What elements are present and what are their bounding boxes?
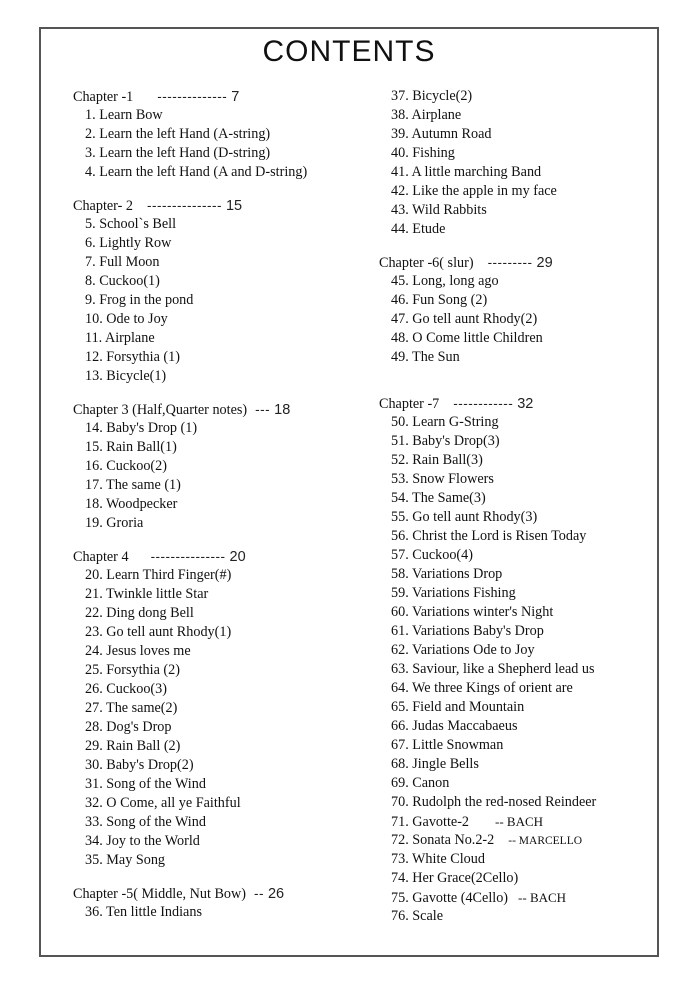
toc-entry[interactable] — [379, 220, 659, 239]
entry-title: Learn the left Hand (A-string) — [99, 126, 271, 142]
entry-title: Cuckoo(4) — [412, 547, 473, 563]
entry-number: 32. — [85, 795, 103, 811]
entry-number: 26. — [85, 681, 103, 697]
chapter-title: Chapter 3 (Half,Quarter notes) — [73, 402, 248, 418]
entry-title: Forsythia (1) — [106, 349, 180, 365]
entry-title: Ode to Joy — [106, 311, 168, 327]
entry-number: 7. — [85, 254, 96, 270]
entry-title: Bicycle(2) — [412, 88, 473, 104]
toc-entry[interactable] — [379, 755, 659, 774]
entry-number: 67. — [391, 737, 409, 753]
entry-title: Judas Maccabaeus — [412, 718, 518, 734]
entry-number: 11. — [85, 330, 103, 346]
entry-number: 57. — [391, 547, 409, 563]
entry-title: The Same(3) — [412, 490, 486, 506]
entry-number: 14. — [85, 420, 103, 436]
entry-number: 3. — [85, 145, 96, 161]
toc-entry[interactable] — [379, 603, 659, 622]
toc-entry[interactable] — [379, 272, 659, 291]
toc-entry[interactable] — [379, 87, 659, 106]
toc-entry[interactable] — [73, 832, 373, 851]
toc-entry[interactable] — [379, 565, 659, 584]
toc-entry[interactable] — [73, 476, 373, 495]
chapter-heading — [379, 394, 659, 413]
entry-number: 36. — [85, 904, 103, 920]
toc-entry[interactable] — [73, 642, 373, 661]
toc-entry[interactable] — [379, 869, 659, 888]
entry-composer: -- BACH — [495, 814, 544, 829]
toc-entry[interactable] — [379, 641, 659, 660]
toc-entry[interactable] — [379, 182, 659, 201]
toc-entry[interactable] — [73, 144, 373, 163]
toc-entry[interactable] — [73, 253, 373, 272]
toc-entry[interactable] — [73, 495, 373, 514]
toc-entry[interactable] — [379, 432, 659, 451]
entry-title: Rain Ball (2) — [106, 738, 181, 754]
entry-number: 35. — [85, 852, 103, 868]
entry-title: Sonata No.2-2 — [412, 832, 495, 848]
entry-title: White Cloud — [412, 851, 485, 867]
toc-entry[interactable] — [73, 756, 373, 775]
entry-composer: -- BACH — [518, 890, 567, 905]
entry-title: O Come little Children — [412, 330, 543, 346]
entry-title: The Sun — [412, 349, 460, 365]
toc-entry[interactable] — [379, 907, 659, 926]
chapter-page-number: 15 — [225, 198, 243, 214]
toc-entry[interactable] — [379, 329, 659, 348]
entry-number: 8. — [85, 273, 96, 289]
toc-entry[interactable] — [73, 457, 373, 476]
entry-title: Her Grace(2Cello) — [412, 870, 519, 886]
entry-number: 68. — [391, 756, 409, 772]
entry-title: Little Snowman — [412, 737, 504, 753]
toc-entry[interactable] — [73, 903, 373, 922]
page-title: CONTENTS — [262, 35, 436, 68]
entry-number: 41. — [391, 164, 409, 180]
entry-number: 16. — [85, 458, 103, 474]
toc-entry[interactable] — [379, 736, 659, 755]
entry-number: 55. — [391, 509, 409, 525]
toc-entry[interactable] — [379, 850, 659, 869]
entry-number: 54. — [391, 490, 409, 506]
toc-entry[interactable] — [73, 623, 373, 642]
toc-entry[interactable] — [73, 348, 373, 367]
toc-entry[interactable] — [73, 604, 373, 623]
toc-entry[interactable] — [379, 660, 659, 679]
entry-number: 13. — [85, 368, 103, 384]
entry-title: Dog's Drop — [106, 719, 172, 735]
toc-entry[interactable] — [73, 775, 373, 794]
entry-title: School`s Bell — [99, 216, 177, 232]
entry-number: 23. — [85, 624, 103, 640]
toc-entry[interactable] — [73, 680, 373, 699]
entry-title: Bicycle(1) — [106, 368, 167, 384]
toc-entry[interactable] — [379, 793, 659, 812]
entry-title: Frog in the pond — [99, 292, 194, 308]
entry-title: Baby's Drop (1) — [106, 420, 198, 436]
entry-title: Variations Fishing — [412, 585, 516, 601]
chapter-title: Chapter 4 — [73, 549, 129, 565]
chapter-heading — [73, 884, 373, 903]
toc-entry[interactable] — [379, 125, 659, 144]
section-gap — [73, 533, 373, 547]
entry-title: Cuckoo(3) — [106, 681, 167, 697]
entry-number: 56. — [391, 528, 409, 544]
chapter-heading — [73, 400, 373, 419]
entry-title: Long, long ago — [412, 273, 499, 289]
entry-number: 46. — [391, 292, 409, 308]
toc-entry[interactable] — [379, 698, 659, 717]
section-gap — [73, 870, 373, 884]
entry-title: Groria — [106, 515, 144, 531]
entry-title: Full Moon — [99, 254, 160, 270]
entry-title: Christ the Lord is Risen Today — [412, 528, 587, 544]
entry-title: Variations Drop — [412, 566, 503, 582]
entry-number: 10. — [85, 311, 103, 327]
entry-number: 38. — [391, 107, 409, 123]
entry-title: Cuckoo(1) — [99, 273, 160, 289]
chapter-page-number: 18 — [274, 402, 291, 418]
entry-number: 62. — [391, 642, 409, 658]
entry-title: Song of the Wind — [106, 814, 206, 830]
entry-title: Variations Baby's Drop — [412, 623, 544, 639]
chapter-heading — [73, 196, 373, 215]
entry-title: Gavotte-2 — [412, 814, 470, 830]
entry-title: Autumn Road — [411, 126, 492, 142]
contents-frame — [39, 27, 659, 957]
toc-entry[interactable] — [379, 812, 659, 831]
toc-entry[interactable] — [379, 888, 659, 907]
entry-number: 58. — [391, 566, 409, 582]
entry-number: 47. — [391, 311, 409, 327]
entry-title: Canon — [412, 775, 450, 791]
entry-title: Fun Song (2) — [412, 292, 488, 308]
entry-number: 24. — [85, 643, 103, 659]
chapter-title: Chapter -5( Middle, Nut Bow) — [73, 886, 246, 902]
toc-entry[interactable] — [379, 163, 659, 182]
toc-entry[interactable] — [379, 622, 659, 641]
entry-number: 75. — [391, 890, 409, 906]
entry-number: 28. — [85, 719, 103, 735]
toc-entry[interactable] — [73, 718, 373, 737]
toc-entry[interactable] — [73, 291, 373, 310]
entry-number: 63. — [391, 661, 409, 677]
entry-title: Joy to the World — [106, 833, 200, 849]
entry-number: 48. — [391, 330, 409, 346]
entry-number: 6. — [85, 235, 96, 251]
toc-entry[interactable] — [379, 310, 659, 329]
entry-number: 59. — [391, 585, 409, 601]
entry-number: 43. — [391, 202, 409, 218]
entry-number: 60. — [391, 604, 409, 620]
chapter-title: Chapter- 2 — [73, 198, 133, 214]
entry-title: Variations winter's Night — [412, 604, 554, 620]
entry-number: 40. — [391, 145, 409, 161]
entry-title: Twinkle little Star — [106, 586, 209, 602]
toc-entry[interactable] — [379, 774, 659, 793]
entry-number: 53. — [391, 471, 409, 487]
chapter-page-number: 32 — [517, 396, 534, 412]
entry-title: Ten little Indians — [106, 904, 202, 920]
entry-number: 4. — [85, 164, 96, 180]
toc-entry[interactable] — [379, 546, 659, 565]
entry-title: Wild Rabbits — [412, 202, 487, 218]
entry-number: 69. — [391, 775, 409, 791]
toc-entry[interactable] — [73, 566, 373, 585]
entry-title: Learn the left Hand (A and D-string) — [99, 164, 308, 180]
chapter-heading — [73, 87, 373, 106]
entry-title: Learn G-String — [412, 414, 499, 430]
entry-title: Go tell aunt Rhody(2) — [412, 311, 538, 327]
toc-entry[interactable] — [379, 451, 659, 470]
toc-entry[interactable] — [379, 470, 659, 489]
section-gap — [379, 239, 659, 253]
entry-number: 45. — [391, 273, 409, 289]
entry-number: 73. — [391, 851, 409, 867]
entry-number: 74. — [391, 870, 409, 886]
entry-title: Go tell aunt Rhody(3) — [412, 509, 538, 525]
entry-number: 5. — [85, 216, 96, 232]
toc-entry[interactable] — [379, 584, 659, 603]
right-column — [379, 87, 659, 926]
entry-title: Woodpecker — [106, 496, 178, 512]
toc-entry[interactable] — [73, 794, 373, 813]
toc-entry[interactable] — [379, 348, 659, 367]
entry-number: 33. — [85, 814, 103, 830]
entry-title: Rain Ball(3) — [412, 452, 483, 468]
entry-number: 42. — [391, 183, 409, 199]
chapter-heading — [73, 547, 373, 566]
entry-title: Song of the Wind — [106, 776, 206, 792]
entry-number: 25. — [85, 662, 103, 678]
entry-title: Rudolph the red-nosed Reindeer — [412, 794, 597, 810]
entry-title: Like the apple in my face — [412, 183, 557, 199]
chapter-title: Chapter -1 — [73, 89, 134, 105]
entry-title: The same(2) — [106, 700, 178, 716]
entry-title: Cuckoo(2) — [106, 458, 167, 474]
chapter-page-number: 7 — [231, 89, 240, 105]
toc-entry[interactable] — [379, 144, 659, 163]
entry-number: 21. — [85, 586, 103, 602]
entry-title: Airplane — [104, 330, 155, 346]
entry-number: 76. — [391, 908, 409, 924]
toc-entry[interactable] — [73, 329, 373, 348]
entry-number: 71. — [391, 814, 409, 830]
entry-number: 15. — [85, 439, 103, 455]
chapter-page-number: 29 — [536, 255, 553, 271]
entry-title: Forsythia (2) — [106, 662, 180, 678]
section-gap — [379, 367, 659, 394]
left-column — [73, 87, 373, 922]
entry-number: 30. — [85, 757, 103, 773]
entry-number: 65. — [391, 699, 409, 715]
entry-number: 70. — [391, 794, 409, 810]
chapter-leader-dashes: --------------- — [150, 549, 226, 564]
toc-entry[interactable] — [73, 215, 373, 234]
entry-title: Snow Flowers — [412, 471, 494, 487]
toc-entry[interactable] — [73, 125, 373, 144]
entry-title: Saviour, like a Shepherd lead us — [412, 661, 595, 677]
section-gap — [73, 386, 373, 400]
entry-number: 31. — [85, 776, 103, 792]
toc-entry[interactable] — [73, 310, 373, 329]
toc-entry[interactable] — [73, 813, 373, 832]
toc-entry[interactable] — [379, 679, 659, 698]
toc-entry[interactable] — [379, 201, 659, 220]
toc-entry[interactable] — [73, 438, 373, 457]
entry-number: 1. — [85, 107, 96, 123]
entry-number: 12. — [85, 349, 103, 365]
chapter-title: Chapter -6( slur) — [379, 255, 474, 271]
chapter-leader-dashes: -------------- — [157, 89, 228, 104]
entry-number: 49. — [391, 349, 409, 365]
toc-entry[interactable] — [379, 831, 659, 850]
entry-number: 22. — [85, 605, 103, 621]
toc-entry[interactable] — [379, 106, 659, 125]
entry-number: 72. — [391, 832, 409, 848]
toc-entry[interactable] — [73, 514, 373, 533]
entry-title: The same (1) — [106, 477, 181, 493]
entry-number: 18. — [85, 496, 103, 512]
entry-number: 44. — [391, 221, 409, 237]
entry-title: Rain Ball(1) — [106, 439, 177, 455]
entry-number: 20. — [85, 567, 103, 583]
entry-title: Baby's Drop(3) — [412, 433, 500, 449]
toc-entry[interactable] — [73, 106, 373, 125]
entry-title: Go tell aunt Rhody(1) — [106, 624, 232, 640]
toc-entry[interactable] — [73, 585, 373, 604]
entry-number: 9. — [85, 292, 96, 308]
chapter-page-number: 20 — [229, 549, 246, 565]
entry-title: We three Kings of orient are — [412, 680, 573, 696]
entry-composer: -- MARCELLO — [508, 835, 583, 847]
entry-number: 34. — [85, 833, 103, 849]
toc-entry[interactable] — [379, 527, 659, 546]
chapter-leader-dashes: -- — [253, 886, 264, 901]
entry-number: 39. — [391, 126, 409, 142]
entry-title: Field and Mountain — [412, 699, 525, 715]
toc-entry[interactable] — [73, 737, 373, 756]
chapter-leader-dashes: --- — [255, 402, 271, 417]
entry-number: 66. — [391, 718, 409, 734]
entry-title: Learn Third Finger(#) — [106, 567, 232, 583]
entry-number: 64. — [391, 680, 409, 696]
entry-number: 2. — [85, 126, 96, 142]
entry-number: 37. — [391, 88, 409, 104]
chapter-leader-dashes: --------- — [487, 255, 533, 270]
entry-number: 61. — [391, 623, 409, 639]
entry-title: Learn the left Hand (D-string) — [99, 145, 271, 161]
chapter-page-number: 26 — [267, 886, 285, 902]
entry-title: Airplane — [411, 107, 462, 123]
entry-title: Lightly Row — [99, 235, 172, 251]
chapter-leader-dashes: --------------- — [147, 198, 222, 213]
entry-number: 51. — [391, 433, 409, 449]
entry-number: 50. — [391, 414, 409, 430]
entry-number: 17. — [85, 477, 103, 493]
entry-title: Baby's Drop(2) — [106, 757, 194, 773]
chapter-title: Chapter -7 — [379, 396, 440, 412]
toc-entry[interactable] — [73, 272, 373, 291]
toc-entry[interactable] — [73, 661, 373, 680]
entry-title: Etude — [412, 221, 446, 237]
toc-entry[interactable] — [73, 367, 373, 386]
entry-title: Ding dong Bell — [106, 605, 194, 621]
entry-title: O Come, all ye Faithful — [106, 795, 241, 811]
section-gap — [73, 182, 373, 196]
entry-title: Variations Ode to Joy — [412, 642, 535, 658]
toc-entry[interactable] — [73, 699, 373, 718]
entry-title: Gavotte (4Cello) — [412, 890, 509, 906]
entry-number: 29. — [85, 738, 103, 754]
toc-entry[interactable] — [73, 163, 373, 182]
entry-title: Jesus loves me — [106, 643, 191, 659]
toc-entry[interactable] — [73, 419, 373, 438]
entry-number: 19. — [85, 515, 103, 531]
entry-title: May Song — [106, 852, 166, 868]
toc-entry[interactable] — [379, 413, 659, 432]
toc-entry[interactable] — [379, 489, 659, 508]
toc-entry[interactable] — [379, 717, 659, 736]
chapter-heading — [379, 253, 659, 272]
entry-title: Learn Bow — [99, 107, 163, 123]
toc-entry[interactable] — [73, 851, 373, 870]
entry-number: 27. — [85, 700, 103, 716]
entry-title: Scale — [412, 908, 444, 924]
chapter-leader-dashes: ------------ — [453, 396, 514, 411]
entry-title: A little marching Band — [411, 164, 542, 180]
entry-title: Fishing — [412, 145, 455, 161]
entry-title: Jingle Bells — [412, 756, 479, 772]
toc-entry[interactable] — [379, 508, 659, 527]
toc-entry[interactable] — [73, 234, 373, 253]
entry-number: 52. — [391, 452, 409, 468]
toc-entry[interactable] — [379, 291, 659, 310]
